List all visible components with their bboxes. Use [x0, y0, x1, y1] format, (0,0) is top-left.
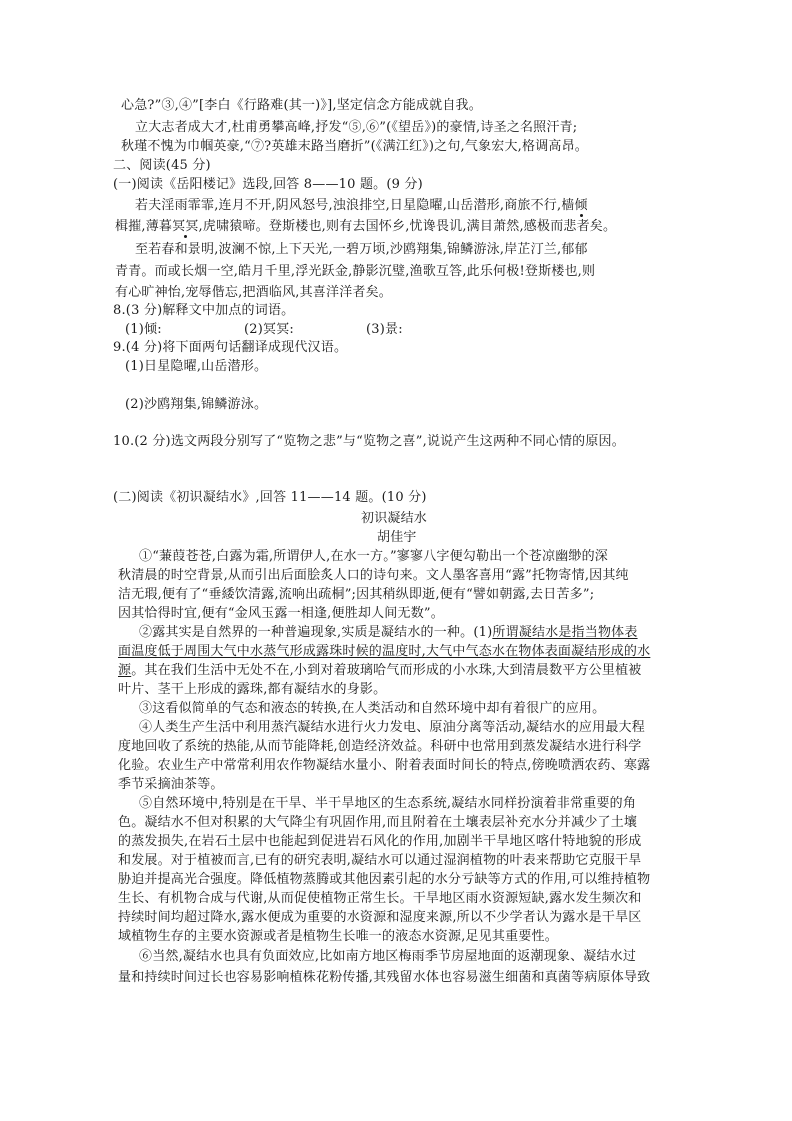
passage1-line-2: 楫摧,薄暮冥冥,虎啸猿啼。登斯楼也,则有去国怀乡,忧谗畏讥,满目萧然,感极而悲者矣。	[115, 219, 617, 234]
article-p4-line-3: 化验。农业生产中常常利用农作物凝结水量小、附着表面时间长的特点,傍晚喷洒农药、寒露	[118, 758, 651, 773]
question-8-item-3: (3)景:	[366, 322, 403, 337]
article-p2-line-2: 面温度低于周围大气中水蒸气形成露珠时候的温度时,大气中气态水在物体表面凝结形成的水	[118, 644, 651, 659]
passage2-line-3: 有心旷神怡,宠辱偕忘,把酒临风,其喜洋洋者矣。	[115, 285, 392, 300]
article-p1-line-2: 秋清晨的时空背景,从而引出后面脍炙人口的诗句来。文人墨客喜用“露”托物寄情,因其纯	[118, 568, 629, 583]
article-title: 初识凝结水	[361, 511, 428, 526]
article-p2-line-3: 源。其在我们生活中无处不在,小到对着玻璃哈气而形成的小水珠,大到清晨数平方公里植被	[118, 663, 642, 678]
part2-intro: (二)阅读《初识凝结水》,回答 11——14 题。(10 分)	[113, 490, 427, 505]
section-heading: 二、阅读(45 分)	[113, 158, 211, 173]
dotted-word: 倾	[574, 198, 588, 213]
article-author: 胡佳宇	[377, 530, 417, 545]
underlined-text: 所谓凝结水是指当物体表	[492, 625, 638, 640]
poetry-line-3: 秋瑾不愧为巾帼英豪,“⑦?英雄末路当磨折”(《满江红》)之句,气象宏大,格调高昂。	[121, 139, 589, 154]
article-p5-line-8: 域植物生存的主要水资源或者是植物生长唯一的液态水资源,足见其重要性。	[118, 929, 558, 944]
question-9-item-2: (2)沙鸥翔集,锦鳞游泳。	[125, 397, 268, 412]
question-9: 9.(4 分)将下面两句话翻译成现代汉语。	[113, 340, 348, 355]
article-p5-line-6: 生长、有机物合成与代谢,从而促使植物正常生长。干旱地区雨水资源短缺,露水发生频次和	[118, 891, 642, 906]
article-p1-line-1: ①“蒹葭苍苍,白露为霜,所谓伊人,在水一方。”寥寥八字便勾勒出一个苍凉幽缈的深	[139, 549, 608, 564]
article-p1-line-4: 因其恰得时宜,便有“金风玉露一相逢,便胜却人间无数”。	[118, 606, 444, 621]
article-p5-line-2: 色。凝结水不但对积累的大气降尘有巩固作用,而且附着在土壤表层补充水分并减少了土壤	[118, 815, 638, 830]
question-8: 8.(3 分)解释文中加点的词语。	[113, 303, 295, 318]
article-p4-line-2: 度地回收了系统的热能,从而节能降耗,创造经济效益。科研中也常用到蒸发凝结水进行科学	[118, 739, 642, 754]
question-10: 10.(2 分)选文两段分别写了“览物之悲”与“览物之喜”,说说产生这两种不同心情的原因。	[113, 434, 625, 449]
article-p5-line-4: 和发展。对于植被而言,已有的研究表明,凝结水可以通过湿润植物的叶表来帮助它克服干旱	[118, 853, 642, 868]
passage1-line-1: 若夫淫雨霏霏,连月不开,阴风怒号,浊浪排空,日星隐曜,山岳潜形,商旅不行,樯倾	[135, 198, 588, 213]
article-p2-line-4: 叶片、茎干上形成的露珠,都有凝结水的身影。	[118, 682, 387, 697]
underlined-text: 源	[118, 663, 132, 678]
article-p2-line-1: ②露其实是自然界的一种普遍现象,实质是凝结水的一种。(1)所谓凝结水是指当物体表	[139, 625, 638, 640]
part1-intro: (一)阅读《岳阳楼记》选段,回答 8——10 题。(9 分)	[113, 177, 423, 192]
question-9-item-1: (1)日星隐曜,山岳潜形。	[125, 359, 268, 374]
article-p5-line-7: 持续时间均超过降水,露水便成为重要的水资源和湿度来源,所以不少学者认为露水是干旱区	[118, 910, 642, 925]
article-p1-line-3: 洁无瑕,便有了“垂緌饮清露,流响出疏桐”;因其稍纵即逝,便有“譬如朝露,去日苦多”;	[118, 587, 595, 602]
poetry-line-2: 立大志者成大才,杜甫勇攀高峰,抒发“⑤,⑥”(《望岳》)的豪情,诗圣之名照汗青;	[135, 120, 578, 135]
article-p4-line-1: ④人类生产生活中利用蒸汽凝结水进行火力发电、原油分离等活动,凝结水的应用最大程	[139, 720, 645, 735]
passage2-line-1: 至若春和景明,波澜不惊,上下天光,一碧万顷,沙鸥翔集,锦鳞游泳,岸芷汀兰,郁郁	[135, 242, 588, 257]
question-8-item-2: (2)冥冥:	[244, 322, 294, 337]
poetry-line-1: 心急?”③,④”[李白《行路难(其一)》],坚定信念方能成就自我。	[121, 98, 482, 113]
article-p5-line-5: 胁迫并提高光合强度。降低植物蒸腾或其他因素引起的水分亏缺等方式的作用,可以维持植物	[118, 872, 651, 887]
article-p5-line-3: 的蒸发损失,在岩石土层中也能起到促进岩石风化的作用,加剧半干旱地区喀什特地貌的形成	[118, 834, 642, 849]
article-p3: ③这看似简单的气态和液态的转换,在人类活动和自然环境中却有着很广的应用。	[139, 701, 606, 716]
article-p6-line-2: 量和持续时间过长也容易影响植株花粉传播,其残留水体也容易滋生细菌和真菌等病原体导致	[118, 970, 651, 985]
passage2-line-2: 青青。而或长烟一空,皓月千里,浮光跃金,静影沉璧,渔歌互答,此乐何极!登斯楼也,则	[115, 264, 596, 279]
question-8-item-1: (1)倾:	[125, 322, 162, 337]
article-p4-line-4: 季节采摘油茶等。	[118, 777, 224, 792]
dotted-word: 冥冥	[172, 219, 199, 234]
article-p6-line-1: ⑥当然,凝结水也具有负面效应,比如南方地区梅雨季节房屋地面的返潮现象、凝结水过	[139, 949, 637, 964]
article-p5-line-1: ⑤自然环境中,特别是在干旱、半干旱地区的生态系统,凝结水同样扮演着非常重要的角	[139, 796, 637, 811]
